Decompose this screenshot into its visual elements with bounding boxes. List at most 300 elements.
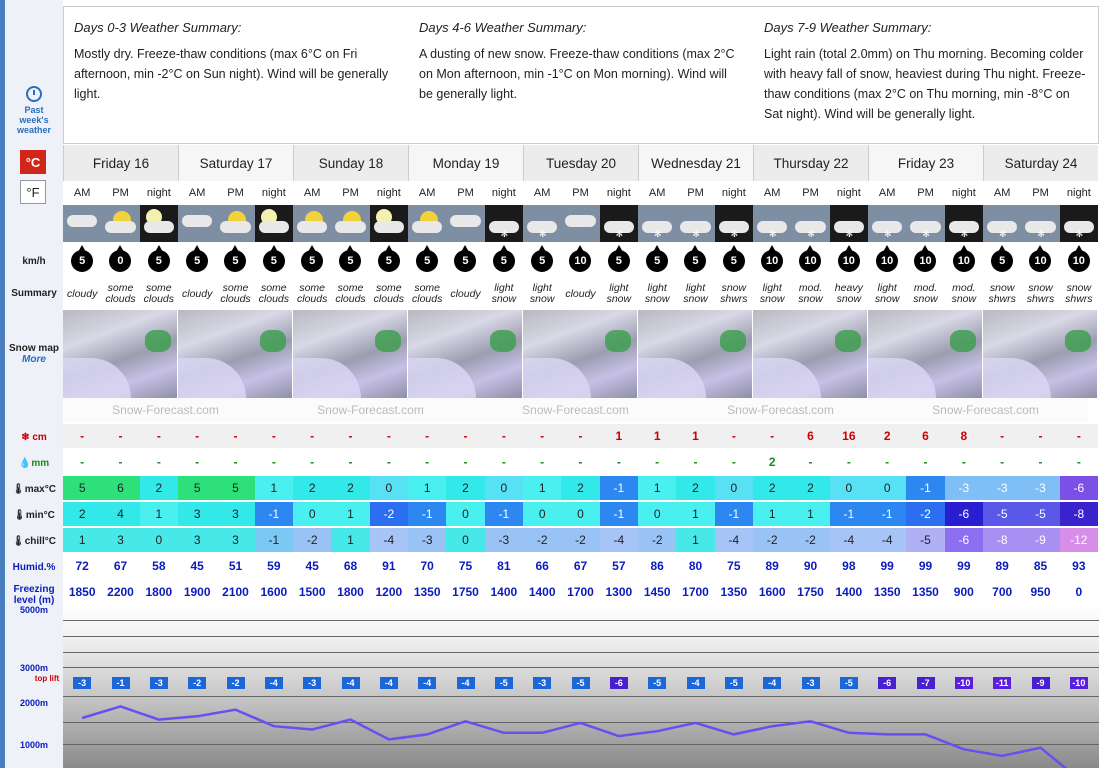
max-temp-value: 5 — [63, 476, 101, 500]
weather-summary-text: some clouds — [220, 282, 251, 305]
top-lift-temp: -4 — [763, 677, 781, 689]
day-header: Thursday 22 — [753, 145, 868, 181]
freezing-level-value: 1400 — [835, 585, 863, 599]
summary-text: A dusting of new snow. Freeze-thaw conditions (max 2°C on Mon afternoon, min -1°C on Mon morning). Wind will be generally light. — [419, 47, 735, 101]
rain_mm-value: - — [830, 450, 868, 474]
day-header: Wednesday 21 — [638, 145, 753, 181]
wind-arrow-icon: 5 — [339, 250, 361, 272]
period-label: night — [376, 187, 401, 199]
min-temp-value: -5 — [983, 502, 1021, 526]
top-lift-temp: -11 — [993, 677, 1011, 689]
freezing-level-value: 2100 — [222, 585, 249, 599]
weather-icon — [791, 205, 829, 242]
wind-cell — [1060, 248, 1098, 274]
freezing-level-value: 2200 — [107, 585, 134, 599]
wind-arrow-icon: 10 — [953, 250, 975, 272]
weather-icon — [485, 205, 523, 242]
rain_mm-value: 2 — [753, 450, 791, 474]
humidity-value: 66 — [535, 559, 549, 573]
weather-summary-text: some clouds — [335, 282, 366, 305]
rain_mm-value: - — [178, 450, 216, 474]
snowflake-icon: ✻ — [922, 229, 930, 239]
snow-map-thumbnail[interactable] — [753, 310, 868, 398]
cloud-icon — [335, 221, 365, 233]
weather-summary-text: light snow — [606, 282, 632, 305]
snow-map-thumbnail[interactable] — [868, 310, 983, 398]
cloud-icon — [297, 221, 327, 233]
snow_cm-value: - — [715, 424, 753, 448]
top-lift-temp: -5 — [725, 677, 743, 689]
rain_mm-value: - — [945, 450, 983, 474]
min-temp-value: -1 — [715, 502, 753, 526]
humidity-value: 68 — [343, 559, 358, 573]
max-temp-value: 2 — [561, 476, 599, 500]
snow_cm-value: 1 — [638, 424, 676, 448]
weather-icon — [408, 205, 446, 242]
snowflake-icon: ✻ — [1075, 229, 1084, 239]
weather-icon — [523, 205, 561, 242]
max-temp-value: -3 — [1021, 476, 1059, 500]
snow_cm-value: 8 — [945, 424, 983, 448]
snowflake-icon: ✻ — [960, 229, 969, 239]
snowflake-icon: ✻ — [999, 229, 1007, 239]
weather-icon — [255, 205, 293, 242]
snow-cover — [523, 358, 591, 398]
period-label: AM — [878, 187, 896, 199]
freezing-level-value: 900 — [953, 585, 974, 599]
max-temp-value: 2 — [753, 476, 791, 500]
snow-map-thumbnail[interactable] — [523, 310, 638, 398]
top-lift-temp: -5 — [648, 677, 666, 689]
min-temp-value: -2 — [906, 502, 944, 526]
summary-title: Days 7-9 Weather Summary: — [764, 20, 932, 35]
weather-summary-text: light snow — [529, 282, 555, 305]
humidity-value: 51 — [228, 559, 243, 573]
freezing-level-value: 1600 — [260, 585, 288, 599]
snow_cm-value: 16 — [830, 424, 868, 448]
past-week-link[interactable] — [5, 86, 63, 135]
min-temp-value: -1 — [408, 502, 446, 526]
humidity-value: 75 — [727, 559, 741, 573]
snow-cover — [293, 358, 361, 398]
day-header: Sunday 18 — [293, 145, 408, 181]
top-lift-label: top lift — [34, 674, 60, 683]
max-temp-value: -1 — [906, 476, 944, 500]
min-temp-value: 3 — [216, 502, 254, 526]
freezing-level-value: 1750 — [797, 585, 824, 599]
min-temp-value: 2 — [63, 502, 101, 526]
humidity-value: 99 — [957, 559, 971, 573]
day-header: Saturday 24 — [983, 145, 1098, 181]
top-lift-temp: -10 — [955, 677, 973, 689]
snow_cm-value: - — [293, 424, 331, 448]
freezing-level-value: 1200 — [375, 585, 403, 599]
day-header: Friday 23 — [868, 145, 983, 181]
max-temp-value: 2 — [676, 476, 714, 500]
snow_cm-value: - — [983, 424, 1021, 448]
rain_mm-value: - — [523, 450, 561, 474]
period-label: night — [721, 187, 746, 199]
min-temp-value: 1 — [676, 502, 714, 526]
top-lift-temp: -1 — [112, 677, 130, 689]
freezing-level-value: 1350 — [873, 585, 901, 599]
weather-icon — [370, 205, 408, 242]
humidity-value: 67 — [113, 559, 128, 573]
rain_mm-value: - — [906, 450, 944, 474]
top-lift-temp: -3 — [303, 677, 321, 689]
rain_mm-value: - — [485, 450, 523, 474]
weather-icon — [1021, 205, 1059, 242]
humidity-value: 45 — [305, 559, 319, 573]
chill-temp-value: -2 — [638, 528, 676, 552]
period-label: AM — [303, 187, 321, 199]
freezing-level-value: 1300 — [605, 585, 633, 599]
weather-icon — [216, 205, 254, 242]
humidity-value: 59 — [267, 559, 281, 573]
chill-temp-value: -4 — [600, 528, 638, 552]
rain_mm-value: - — [293, 450, 331, 474]
past-week-label: Past week's weather — [16, 105, 51, 135]
max-temp-value: 0 — [868, 476, 906, 500]
period-label: PM — [687, 187, 704, 199]
thermometer-icon: 🌡 — [13, 510, 26, 521]
chill-temp-value: -5 — [906, 528, 944, 552]
cloud-icon — [105, 221, 135, 233]
chill-temp-value: -1 — [255, 528, 293, 552]
snow-map-thumbnail[interactable] — [638, 310, 753, 398]
freezing-level-value: 1350 — [720, 585, 748, 599]
min-temp-value: 0 — [523, 502, 561, 526]
chill-temp-value: -3 — [408, 528, 446, 552]
summary-text: Light rain (total 2.0mm) on Thu morning. Becoming colder with heavy fall of snow, heaviest during Thu night. Freeze-thaw conditions (max 2°C on Thu morning, min -8°C on Sat night). Wind will be generally light. — [764, 47, 1086, 121]
weather-icon — [715, 205, 753, 242]
period-label: PM — [1032, 187, 1049, 199]
snow_cm-value: - — [216, 424, 254, 448]
wind-cell — [178, 248, 216, 274]
weather-summary-text: mod. snow — [798, 282, 823, 305]
weather-icon — [753, 205, 791, 242]
period-label: AM — [418, 187, 436, 199]
top-lift-temp: -5 — [495, 677, 513, 689]
cloud-icon — [182, 215, 212, 227]
humidity-value: 93 — [1072, 559, 1086, 573]
snow-map-thumbnail[interactable] — [178, 310, 293, 398]
period-label: AM — [73, 187, 91, 199]
weather-summary-text: some clouds — [373, 282, 404, 305]
humidity-value: 75 — [458, 559, 473, 573]
freezing-level-value: 1350 — [912, 585, 939, 599]
freezing-level-value: 1700 — [567, 585, 594, 599]
rain_mm-value: - — [140, 450, 178, 474]
humidity-value: 81 — [497, 559, 511, 573]
freezing-level-value: 1800 — [145, 585, 173, 599]
snow-map-thumbnail[interactable] — [408, 310, 523, 398]
min-temp-value: 0 — [293, 502, 331, 526]
snow-cover — [638, 358, 706, 398]
chill-temp-label: 🌡chill°C — [12, 536, 56, 547]
period-label: PM — [802, 187, 819, 199]
snow-map-thumbnail[interactable] — [983, 310, 1098, 398]
chill-temp-value: -4 — [830, 528, 868, 552]
snow-forecast-logo: Snow-Forecast.com — [678, 398, 883, 422]
weather-icon — [868, 205, 906, 242]
snowflake-icon: ✻ — [615, 229, 624, 239]
wind-cell — [446, 248, 484, 274]
precip-area — [950, 330, 976, 352]
min-temp-value: 1 — [753, 502, 791, 526]
wind-cell — [523, 248, 561, 274]
rain_mm-value: - — [63, 450, 101, 474]
day-header: Friday 16 — [63, 145, 178, 181]
wind-cell — [906, 248, 944, 274]
chill-temp-value: 1 — [676, 528, 714, 552]
snow_cm-value: - — [255, 424, 293, 448]
snow_cm-value: - — [101, 424, 139, 448]
top-lift-temp: -4 — [687, 677, 705, 689]
wind-arrow-icon: 5 — [493, 250, 515, 272]
weather-icon — [1060, 205, 1098, 242]
period-label: PM — [112, 187, 129, 199]
top-lift-temp: -10 — [1070, 677, 1088, 689]
humidity-value: 85 — [1033, 559, 1048, 573]
min-temp-value: 3 — [178, 502, 216, 526]
wind-cell — [408, 248, 446, 274]
min-temp-label: 🌡min°C — [13, 510, 55, 521]
weather-summary-text: light snow — [644, 282, 670, 305]
min-temp-value: 4 — [101, 502, 139, 526]
max-temp-value: 5 — [216, 476, 254, 500]
max-temp-value: 2 — [446, 476, 484, 500]
summary-title: Days 0-3 Weather Summary: — [74, 20, 242, 35]
chill-temp-value: -12 — [1060, 528, 1098, 552]
celsius-toggle[interactable]: °C — [20, 150, 46, 174]
wind-cell — [255, 248, 293, 274]
cloud-icon — [144, 221, 174, 233]
summary-title: Days 4-6 Weather Summary: — [419, 20, 587, 35]
weather-summary-panel — [63, 6, 1099, 144]
weather-icon — [101, 205, 139, 242]
wind-unit-label: km/h — [22, 256, 46, 267]
rain_mm-value: - — [638, 450, 676, 474]
snow_cm-value: - — [1060, 424, 1098, 448]
period-label: PM — [572, 187, 589, 199]
weather-summary-text: cloudy — [450, 287, 481, 300]
max-temp-value: 1 — [255, 476, 293, 500]
wind-cell — [140, 248, 178, 274]
wind-arrow-icon: 0 — [109, 250, 131, 272]
summary-label: Summary — [11, 288, 57, 299]
snow-cover — [63, 358, 131, 398]
min-temp-value: -1 — [830, 502, 868, 526]
chill-temp-value: 3 — [101, 528, 139, 552]
wind-cell — [945, 248, 983, 274]
period-label: AM — [188, 187, 206, 199]
top-lift-temp: -4 — [418, 677, 436, 689]
snow-map-more-link[interactable]: More — [22, 354, 46, 365]
wind-cell — [63, 248, 101, 274]
min-temp-value: -1 — [868, 502, 906, 526]
wind-arrow-icon: 5 — [416, 250, 438, 272]
humidity-value: 58 — [152, 559, 166, 573]
summary-days-7-9 — [754, 7, 1099, 145]
top-lift-temp: -3 — [73, 677, 91, 689]
min-temp-value: -6 — [945, 502, 983, 526]
summary-days-4-6 — [409, 7, 754, 145]
snow-cover — [868, 358, 936, 398]
snow_cm-value: - — [561, 424, 599, 448]
cloud-icon — [220, 221, 250, 233]
period-label: night — [1066, 187, 1091, 199]
weather-summary-text: light snow — [759, 282, 785, 305]
wind-arrow-icon: 10 — [1068, 250, 1090, 272]
fahrenheit-toggle[interactable]: °F — [20, 180, 46, 204]
rain_mm-value: - — [561, 450, 599, 474]
snow_cm-value: 2 — [868, 424, 906, 448]
weather-icon — [983, 205, 1021, 242]
min-temp-value: 0 — [638, 502, 676, 526]
rain_mm-value: - — [791, 450, 829, 474]
max-temp-label: 🌡max°C — [12, 484, 56, 495]
rain_mm-value: - — [676, 450, 714, 474]
top-lift-temp: -7 — [917, 677, 935, 689]
max-temp-value: 1 — [523, 476, 561, 500]
snow_cm-value: - — [178, 424, 216, 448]
freezing-level-value: 1900 — [183, 585, 211, 599]
top-lift-temp: -2 — [188, 677, 206, 689]
rain_mm-value: - — [1021, 450, 1059, 474]
y-label-2000: 2000m — [19, 698, 49, 708]
freezing-level-value: 1450 — [643, 585, 671, 599]
period-label: night — [146, 187, 171, 199]
thermometer-icon: 🌡 — [12, 484, 25, 495]
wind-cell — [676, 248, 714, 274]
wind-arrow-icon: 5 — [723, 250, 745, 272]
snowflake-icon: ✻ — [769, 229, 777, 239]
precip-area — [1065, 330, 1091, 352]
chill-temp-value: 3 — [216, 528, 254, 552]
y-label-1000: 1000m — [19, 740, 49, 750]
humidity-value: 98 — [842, 559, 856, 573]
snowflake-icon: ✻ — [845, 229, 854, 239]
wind-cell — [868, 248, 906, 274]
snow_cm-value: - — [753, 424, 791, 448]
rain-mm-label: 💧mm — [18, 458, 50, 469]
wind-arrow-icon: 5 — [148, 250, 170, 272]
rain_mm-value: - — [446, 450, 484, 474]
weather-summary-text: snow shwrs — [720, 282, 748, 305]
snow-forecast-logo: Snow-Forecast.com — [883, 398, 1088, 422]
wind-arrow-icon: 5 — [454, 250, 476, 272]
cloud-icon — [412, 221, 442, 233]
top-lift-temp: -5 — [572, 677, 590, 689]
chill-temp-value: -2 — [293, 528, 331, 552]
rain_mm-value: - — [983, 450, 1021, 474]
humidity-value: 89 — [765, 559, 779, 573]
snow-map-thumbnail[interactable] — [63, 310, 178, 398]
wind-cell — [638, 248, 676, 274]
snow_cm-value: 6 — [906, 424, 944, 448]
humidity-value: 90 — [803, 559, 818, 573]
max-temp-value: 2 — [293, 476, 331, 500]
freezing-level-value: 1800 — [337, 585, 364, 599]
humidity-value: 72 — [75, 559, 89, 573]
weather-icon — [331, 205, 369, 242]
precip-area — [605, 330, 631, 352]
wind-cell — [983, 248, 1021, 274]
freezing-level-value: 1850 — [68, 585, 96, 599]
rain_mm-value: - — [715, 450, 753, 474]
weather-summary-text: some clouds — [258, 282, 289, 305]
wind-arrow-icon: 5 — [991, 250, 1013, 272]
wind-arrow-icon: 5 — [531, 250, 553, 272]
precip-area — [835, 330, 861, 352]
period-label: night — [261, 187, 286, 199]
weather-summary-text: cloudy — [181, 287, 213, 300]
weather-icon — [140, 205, 178, 242]
wind-arrow-icon: 10 — [1029, 250, 1051, 272]
chill-temp-value: -3 — [485, 528, 523, 552]
snow-cm-label: ❄ cm — [21, 432, 47, 443]
period-label: PM — [457, 187, 474, 199]
rain_mm-value: - — [600, 450, 638, 474]
wind-arrow-icon: 5 — [186, 250, 208, 272]
raindrop-icon: 💧 — [18, 458, 32, 469]
wind-arrow-icon: 5 — [378, 250, 400, 272]
weather-summary-text: cloudy — [565, 287, 596, 300]
weather-summary-text: snow shwrs — [1026, 282, 1055, 305]
top-lift-temp: -3 — [533, 677, 551, 689]
day-header: Saturday 17 — [178, 145, 293, 181]
period-label: night — [836, 187, 861, 199]
wind-cell — [485, 248, 523, 274]
max-temp-value: -6 — [1060, 476, 1098, 500]
chill-temp-value: 3 — [178, 528, 216, 552]
humidity-value: 99 — [918, 559, 933, 573]
snow-forecast-logo: Snow-Forecast.com — [268, 398, 473, 422]
wind-cell — [216, 248, 254, 274]
min-temp-value: -8 — [1060, 502, 1098, 526]
wind-arrow-icon: 5 — [608, 250, 630, 272]
weather-icon — [676, 205, 714, 242]
snow_cm-value: - — [1021, 424, 1059, 448]
humidity-value: 86 — [650, 559, 664, 573]
weather-summary-text: cloudy — [66, 287, 98, 300]
freezing-level-value: 950 — [1030, 585, 1051, 599]
wind-arrow-icon: 5 — [71, 250, 93, 272]
max-temp-value: 2 — [331, 476, 369, 500]
wind-cell — [600, 248, 638, 274]
snow-map-thumbnail[interactable] — [293, 310, 408, 398]
rain_mm-value: - — [216, 450, 254, 474]
wind-cell — [561, 248, 599, 274]
snow_cm-value: - — [485, 424, 523, 448]
snowflake-icon: ❄ — [21, 432, 33, 443]
chill-temp-value: -4 — [370, 528, 408, 552]
rain_mm-value: - — [1060, 450, 1098, 474]
rain_mm-value: - — [101, 450, 139, 474]
max-temp-value: 0 — [830, 476, 868, 500]
max-temp-value: 0 — [485, 476, 523, 500]
min-temp-value: -5 — [1021, 502, 1059, 526]
freezing-level-value: 1400 — [490, 585, 518, 599]
humidity-label: Humid.% — [12, 562, 56, 573]
freezing-level-value: 1750 — [452, 585, 479, 599]
weather-icon — [178, 205, 216, 242]
snow-cover — [178, 358, 246, 398]
wind-cell — [293, 248, 331, 274]
precip-area — [145, 330, 171, 352]
top-lift-temp: -3 — [802, 677, 820, 689]
